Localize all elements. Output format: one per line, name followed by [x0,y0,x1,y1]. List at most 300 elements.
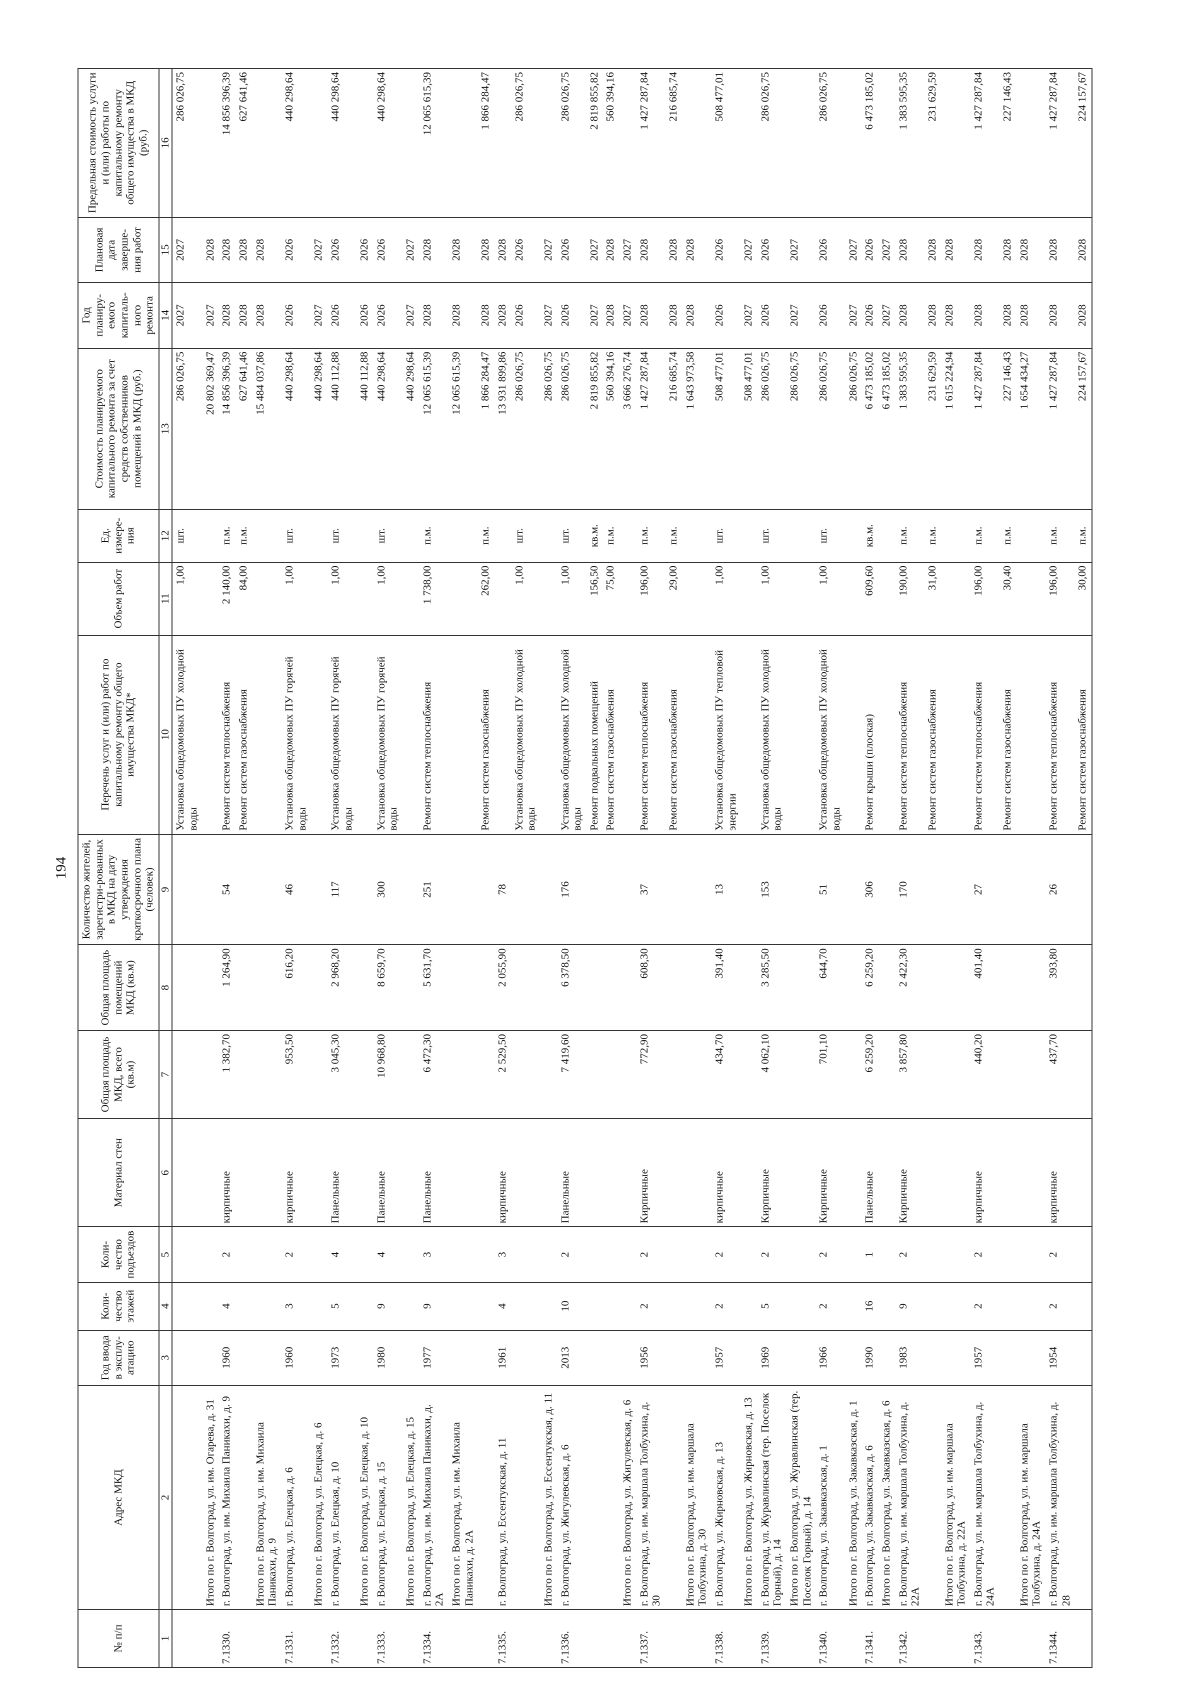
cell-col-13: 508 477,01 [711,348,740,509]
cell-col-12: шт. [511,509,540,562]
cell-col-15: 2026 [511,217,540,282]
cell-col-6: кирпичные [219,1119,236,1227]
cell-col-1 [620,1610,637,1668]
cell-col-4 [941,1282,970,1330]
cell-col-11 [620,562,637,635]
cell-col-15: 2026 [373,217,402,282]
cell-col-1 [403,1610,420,1668]
cell-col-15: 2028 [665,217,682,282]
cell-col-8: 6 259,20 [862,945,879,1031]
cell-col-4 [845,1282,862,1330]
cell-col-11 [845,562,862,635]
cell-col-16 [682,69,711,218]
cell-col-9: 153 [757,834,786,945]
cell-col-6: Панельные [557,1119,586,1227]
cell-col-10 [741,635,758,834]
cell-col-11: 156,50 [586,562,603,635]
cell-col-2: Итого по г. Волгоград, ул. им. Михаила Паникахи, д. 2А [449,1385,478,1609]
cell-col-10: Ремонт систем теплоснабжения [419,635,448,834]
cell-col-15: 2028 [924,217,941,282]
cell-col-6 [1016,1119,1045,1227]
cell-col-16: 440 298,64 [373,69,402,218]
column-number: 16 [159,69,173,218]
cell-col-6 [941,1119,970,1227]
cell-col-14: 2028 [449,283,478,348]
cell-col-7 [924,1030,941,1118]
cell-col-6 [403,1119,420,1227]
cell-col-3 [252,1330,281,1385]
cell-col-15: 2027 [741,217,758,282]
cell-col-8 [787,945,816,1031]
cell-col-7 [311,1030,328,1118]
cell-col-3: 1980 [373,1330,402,1385]
cell-col-6 [682,1119,711,1227]
cell-col-6 [1000,1119,1017,1227]
cell-col-14: 2028 [1075,283,1092,348]
cell-col-14: 2026 [357,283,374,348]
cell-col-14: 2028 [419,283,448,348]
cell-col-14: 2028 [682,283,711,348]
cell-col-16: 216 685,74 [665,69,682,218]
cell-col-12 [357,509,374,562]
total-row [878,69,895,1668]
cell-col-15: 2028 [1000,217,1017,282]
cell-col-16: 1 866 284,47 [478,69,495,218]
cell-col-6: Панельные [862,1119,879,1227]
cell-col-14: 2028 [941,283,970,348]
cell-col-11 [878,562,895,635]
cell-col-10: Ремонт систем газоснабжения [665,635,682,834]
cell-col-14: 2027 [202,283,219,348]
cell-col-13: 1 427 287,84 [970,348,999,509]
cell-col-16: 440 298,64 [281,69,310,218]
cell-col-11 [741,562,758,635]
cell-col-10 [403,635,420,834]
cell-col-4 [478,1282,495,1330]
cell-col-3 [586,1330,603,1385]
cell-col-4: 2 [970,1282,999,1330]
cell-col-12: кв.м. [862,509,879,562]
header-col-13: Стоимость планируемого капитального ремонта за счет средств собственников помещений в МКД (руб.) [78,348,159,509]
cell-col-1: 7.1340. [816,1610,845,1668]
cell-col-12 [741,509,758,562]
table-row [636,69,665,1668]
cell-col-7: 7 419,60 [557,1030,586,1118]
cell-col-12 [787,509,816,562]
cell-col-4 [540,1282,557,1330]
cell-col-11: 196,00 [636,562,665,635]
cell-col-3 [603,1330,620,1385]
table-row [924,69,941,1668]
cell-col-15: 2028 [494,217,511,282]
rotated-page [53,68,1200,1668]
cell-col-2: Итого по г. Волгоград, ул. Жигулевская, д. 6 [620,1385,637,1609]
cell-col-15: 2027 [172,217,202,282]
cell-col-8 [878,945,895,1031]
table-row [511,69,540,1668]
cell-col-15: 2028 [603,217,620,282]
cell-col-9: 251 [419,834,448,945]
cell-col-6 [311,1119,328,1227]
cell-col-16 [787,69,816,218]
cell-col-2: Итого по г. Волгоград, ул. Журавлинская (тер. Поселок Горный), д. 14 [787,1385,816,1609]
cell-col-6 [236,1119,253,1227]
cell-col-5 [311,1227,328,1282]
cell-col-13: 440 298,64 [403,348,420,509]
header-col-5: Коли-чество подъездов [78,1227,159,1282]
cell-col-7: 1 382,70 [219,1030,236,1118]
cell-col-5 [878,1227,895,1282]
cell-col-8 [357,945,374,1031]
cell-col-2: г. Волгоград, ул. им. маршала Толбухина, д. 24А [970,1385,999,1609]
cell-col-7: 953,50 [281,1030,310,1118]
cell-col-11: 1,00 [281,562,310,635]
cell-col-16: 560 394,16 [603,69,620,218]
cell-col-3 [511,1330,540,1385]
cell-col-5: 2 [281,1227,310,1282]
cell-col-13: 6 473 185,02 [878,348,895,509]
cell-col-12: п.м. [665,509,682,562]
cell-col-12: п.м. [1075,509,1092,562]
cell-col-3 [787,1330,816,1385]
table-row [373,69,402,1668]
cell-col-5 [620,1227,637,1282]
cell-col-15: 2026 [281,217,310,282]
cell-col-1 [172,1610,202,1668]
cell-col-15: 2027 [845,217,862,282]
cell-col-7 [1075,1030,1092,1118]
cell-col-16 [540,69,557,218]
cell-col-13: 231 629,59 [924,348,941,509]
cell-col-9 [845,834,862,945]
cell-col-12: шт. [373,509,402,562]
cell-col-6: кирпичные [711,1119,740,1227]
cell-col-5: 3 [494,1227,511,1282]
cell-col-10 [878,635,895,834]
cell-col-1 [603,1610,620,1668]
cell-col-12 [878,509,895,562]
cell-col-5 [357,1227,374,1282]
cell-col-12 [620,509,637,562]
cell-col-16: 224 157,67 [1075,69,1092,218]
cell-col-5 [845,1227,862,1282]
cell-col-9: 176 [557,834,586,945]
total-row [252,69,281,1668]
cell-col-14: 2027 [172,283,202,348]
cell-col-3 [924,1330,941,1385]
cell-col-8: 393,80 [1046,945,1075,1031]
cell-col-5: 2 [219,1227,236,1282]
cell-col-10: Установка общедомовых ПУ горячей воды [327,635,356,834]
cell-col-7 [620,1030,637,1118]
cell-col-9: 46 [281,834,310,945]
cell-col-8 [620,945,637,1031]
cell-col-11: 196,00 [970,562,999,635]
cell-col-3 [1016,1330,1045,1385]
cell-col-1 [540,1610,557,1668]
cell-col-5: 2 [557,1227,586,1282]
cell-col-15: 2028 [419,217,448,282]
cell-col-10 [682,635,711,834]
header-col-9: Количество жителей, зарегистри-рованных в МКД на дату утверждения краткосрочного плана (человек) [78,834,159,945]
cell-col-10 [202,635,219,834]
column-number: 6 [159,1119,173,1227]
cell-col-6: кирпичные [494,1119,511,1227]
cell-col-4: 3 [281,1282,310,1330]
cell-col-12: п.м. [1046,509,1075,562]
cell-col-15: 2028 [1016,217,1045,282]
cell-col-3 [311,1330,328,1385]
cell-col-7 [665,1030,682,1118]
cell-col-4 [357,1282,374,1330]
cell-col-1 [311,1610,328,1668]
cell-col-16: 14 856 396,39 [219,69,236,218]
cell-col-15: 2026 [862,217,879,282]
cell-col-1 [941,1610,970,1668]
cell-col-10: Ремонт систем теплоснабжения [970,635,999,834]
cell-col-10 [252,635,281,834]
cell-col-2 [665,1385,682,1609]
cell-col-6: Панельные [419,1119,448,1227]
cell-col-15: 2027 [620,217,637,282]
cell-col-2: Итого по г. Волгоград, ул. Елецкая, д. 6 [311,1385,328,1609]
cell-col-13: 1 383 595,35 [895,348,924,509]
cell-col-9: 26 [1046,834,1075,945]
cell-col-6 [540,1119,557,1227]
cell-col-5: 4 [327,1227,356,1282]
cell-col-16: 508 477,01 [711,69,740,218]
cell-col-6 [620,1119,637,1227]
cell-col-14: 2026 [327,283,356,348]
cell-col-5 [478,1227,495,1282]
cell-col-9 [478,834,495,945]
column-number: 8 [159,945,173,1031]
table-row [895,69,924,1668]
cell-col-3 [236,1330,253,1385]
cell-col-9 [172,834,202,945]
cell-col-7 [1016,1030,1045,1118]
cell-col-12: п.м. [478,509,495,562]
cell-col-7 [449,1030,478,1118]
cell-col-15: 2028 [895,217,924,282]
cell-col-12 [682,509,711,562]
cell-col-9: 37 [636,834,665,945]
cell-col-7 [603,1030,620,1118]
table-row [478,69,495,1668]
cell-col-7 [787,1030,816,1118]
cell-col-9 [586,834,603,945]
cell-col-3 [202,1330,219,1385]
cell-col-1 [845,1610,862,1668]
cell-col-15: 2026 [816,217,845,282]
cell-col-7 [236,1030,253,1118]
cell-col-16: 1 427 287,84 [636,69,665,218]
table-row [757,69,786,1668]
cell-col-3 [1000,1330,1017,1385]
table-row [494,69,511,1668]
cell-col-10: Ремонт систем газоснабжения [924,635,941,834]
cell-col-4: 16 [862,1282,879,1330]
cell-col-2: Итого по г. Волгоград, ул. Елецкая, д. 15 [403,1385,420,1609]
cell-col-3 [172,1330,202,1385]
cell-col-12: п.м. [970,509,999,562]
column-number: 13 [159,348,173,509]
cell-col-8 [845,945,862,1031]
header-col-1: № п/п [78,1610,159,1668]
cell-col-4 [511,1282,540,1330]
cell-col-16: 6 473 185,02 [862,69,879,218]
cell-col-6: Кирпичные [757,1119,786,1227]
cell-col-2 [172,1385,202,1609]
cell-col-9 [202,834,219,945]
cell-col-9 [252,834,281,945]
total-row [403,69,420,1668]
cell-col-9 [449,834,478,945]
cell-col-3 [478,1330,495,1385]
cell-col-10: Установка общедомовых ПУ холодной воды [172,635,202,834]
cell-col-5: 2 [1046,1227,1075,1282]
cell-col-3: 1973 [327,1330,356,1385]
cell-col-13: 1 427 287,84 [1046,348,1075,509]
cell-col-8: 6 378,50 [557,945,586,1031]
cell-col-11: 2 140,00 [219,562,236,635]
cell-col-7 [941,1030,970,1118]
cell-col-10: Ремонт подвальных помещений [586,635,603,834]
cell-col-16 [878,69,895,218]
cell-col-12 [845,509,862,562]
cell-col-12 [1016,509,1045,562]
header-row [78,69,159,1668]
cell-col-1 [787,1610,816,1668]
total-row [682,69,711,1668]
cell-col-3 [941,1330,970,1385]
cell-col-2: Итого по г. Волгоград, ул. им. Михаила Паникахи, д. 9 [252,1385,281,1609]
cell-col-1: 7.1332. [327,1610,356,1668]
cell-col-13: 1 866 284,47 [478,348,495,509]
cell-col-7: 772,90 [636,1030,665,1118]
cell-col-5 [540,1227,557,1282]
cell-col-2: Итого по г. Волгоград, ул. Закавказская, д. 1 [845,1385,862,1609]
cell-col-8: 1 264,90 [219,945,236,1031]
cell-col-11 [941,562,970,635]
cell-col-1 [511,1610,540,1668]
total-row [787,69,816,1668]
cell-col-9 [357,834,374,945]
cell-col-11 [540,562,557,635]
cell-col-13: 286 026,75 [757,348,786,509]
cell-col-3 [741,1330,758,1385]
cell-col-16 [741,69,758,218]
table-row [970,69,999,1668]
cell-col-6 [357,1119,374,1227]
cell-col-8: 391,40 [711,945,740,1031]
cell-col-3 [1075,1330,1092,1385]
cell-col-5 [449,1227,478,1282]
cell-col-5 [252,1227,281,1282]
cell-col-10: Ремонт систем газоснабжения [236,635,253,834]
cell-col-11: 190,00 [895,562,924,635]
cell-col-4 [924,1282,941,1330]
cell-col-6 [252,1119,281,1227]
cell-col-6 [787,1119,816,1227]
table-row [219,69,236,1668]
header-col-12: Ед. измере-ния [78,509,159,562]
cell-col-13: 3 666 276,74 [620,348,637,509]
cell-col-7 [845,1030,862,1118]
column-number: 12 [159,509,173,562]
cell-col-7: 434,70 [711,1030,740,1118]
cell-col-5 [236,1227,253,1282]
cell-col-11: 1,00 [816,562,845,635]
cell-col-1 [924,1610,941,1668]
cell-col-10: Установка общедомовых ПУ холодной воды [557,635,586,834]
cell-col-13: 286 026,75 [787,348,816,509]
cell-col-3: 2013 [557,1330,586,1385]
cell-col-12 [252,509,281,562]
cell-col-13: 224 157,67 [1075,348,1092,509]
cell-col-12 [494,509,511,562]
cell-col-1: 7.1338. [711,1610,740,1668]
cell-col-9 [787,834,816,945]
table-row [586,69,603,1668]
cell-col-8: 8 659,70 [373,945,402,1031]
table-body [172,69,1091,1668]
cell-col-4 [1016,1282,1045,1330]
cell-col-3 [540,1330,557,1385]
cell-col-3 [620,1330,637,1385]
cell-col-13: 560 394,16 [603,348,620,509]
cell-col-14: 2028 [603,283,620,348]
cell-col-10: Установка общедомовых ПУ горячей воды [281,635,310,834]
cell-col-4 [787,1282,816,1330]
cell-col-10: Ремонт систем теплоснабжения [895,635,924,834]
cell-col-6 [878,1119,895,1227]
cell-col-6: Панельные [373,1119,402,1227]
cell-col-12 [449,509,478,562]
cell-col-11: 84,00 [236,562,253,635]
cell-col-8: 2 055,90 [494,945,511,1031]
cell-col-6: кирпичные [281,1119,310,1227]
cell-col-11 [682,562,711,635]
cell-col-1: 7.1331. [281,1610,310,1668]
cell-col-14: 2027 [586,283,603,348]
cell-col-16 [311,69,328,218]
cell-col-14: 2026 [862,283,879,348]
cell-col-7 [252,1030,281,1118]
cell-col-2: г. Волгоград, ул. Жигулевская, д. 6 [557,1385,586,1609]
cell-col-8 [924,945,941,1031]
cell-col-5: 1 [862,1227,879,1282]
header-col-7: Общая площадь МКД, всего (кв.м) [78,1030,159,1118]
total-row [1016,69,1045,1668]
cell-col-14: 2028 [924,283,941,348]
cell-col-8 [682,945,711,1031]
cell-col-8 [478,945,495,1031]
cell-col-6 [665,1119,682,1227]
table-row [172,69,202,1668]
cell-col-10: Установка общедомовых ПУ холодной воды [757,635,786,834]
cell-col-9: 78 [494,834,511,945]
cell-col-13: 15 484 037,86 [252,348,281,509]
cell-col-4 [603,1282,620,1330]
cell-col-14: 2027 [741,283,758,348]
total-row [941,69,970,1668]
cell-col-5 [511,1227,540,1282]
cell-col-9 [540,834,557,945]
cell-col-15: 2028 [970,217,999,282]
cell-col-1 [1075,1610,1092,1668]
cell-col-12: п.м. [895,509,924,562]
